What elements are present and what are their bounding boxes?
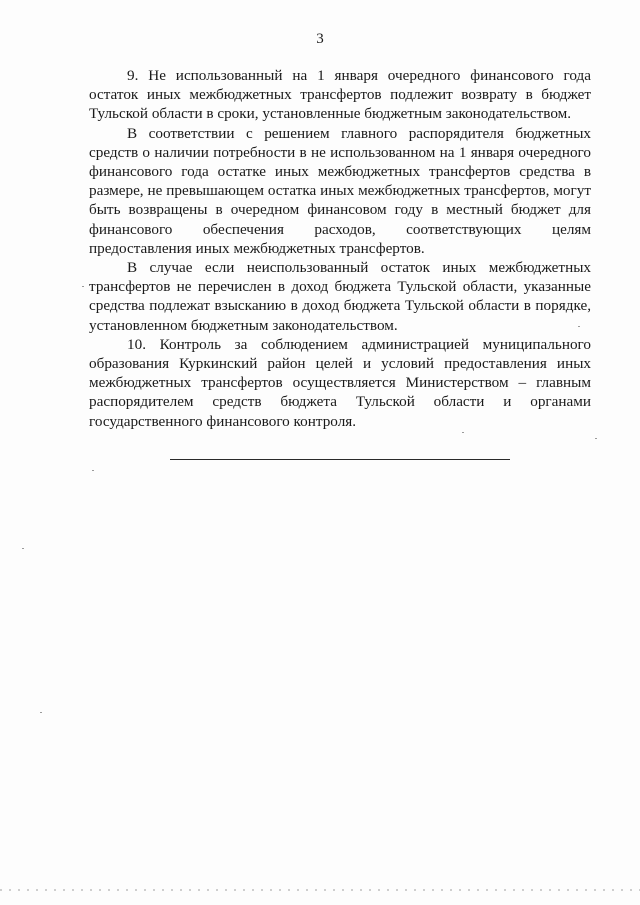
scan-speck	[92, 470, 94, 471]
scan-edge-noise	[0, 889, 640, 891]
scan-speck	[595, 438, 597, 439]
scan-speck	[578, 326, 580, 327]
paragraph-item-10: 10. Контроль за соблюдением администрацией муниципального образования Куркинский район целей и условий предоставления иных межбюджетных трансфертов осуществляется Министерством – главным распорядителем средств бюджета Тульской области и органами государственного финансового контроля.	[89, 335, 591, 430]
scan-speck	[462, 432, 464, 433]
page-number: 3	[316, 31, 324, 47]
paragraph-return-decision: В соответствии с решением главного распорядителя бюджетных средств о наличии потребности в не использованном на 1 января очередного финансового года остатке иных межбюджетных трансфертов средства в размере, не превышающем остатка иных межбюджетных трансфертов, могут быть возвращены в очередном финансовом году в местный бюджет для финансового обеспечения расходов, соответствующих целям предоставления иных межбюджетных трансфертов.	[89, 124, 591, 257]
paragraph-item-9: 9. Не использованный на 1 января очередного финансового года остаток иных межбюджетных трансфертов подлежит возврату в бюджет Тульской области в сроки, установленные бюджетным законодательством.	[89, 67, 591, 123]
paragraph-recovery: В случае если неиспользованный остаток иных межбюджетных трансфертов не перечислен в доход бюджета Тульской области, указанные средства подлежат взысканию в доход бюджета Тульской области в порядке, установленном бюджетным законодательством.	[89, 259, 591, 334]
scan-speck	[82, 286, 84, 287]
document-body	[89, 66, 591, 431]
scan-speck	[40, 712, 42, 713]
scan-speck	[22, 548, 24, 549]
end-of-text-divider	[170, 459, 510, 460]
